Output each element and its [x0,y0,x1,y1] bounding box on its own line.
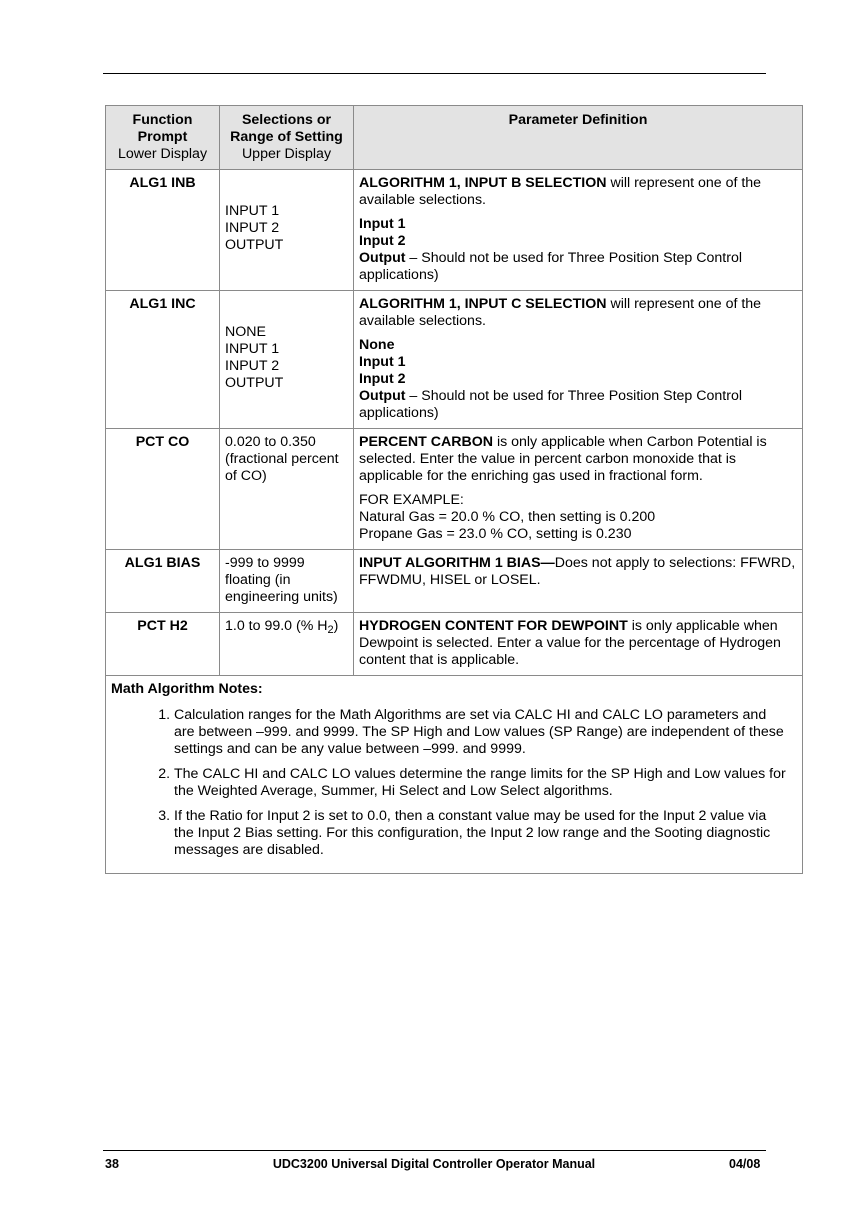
option-item [359,388,797,422]
example-block [359,492,797,543]
selection-cell [220,291,354,429]
selection-option: INPUT 2 [225,220,280,236]
prompt-cell: PCT CO [106,429,220,550]
option-item [359,216,797,233]
definition-body: will represent one of the available selections. [359,175,762,208]
option-name: Output [359,250,406,266]
table-row [106,550,803,613]
option-name: Input 2 [359,233,406,249]
revision-date: 04/08 [729,1157,761,1171]
option-name: Output [359,388,406,404]
definition-heading: INPUT ALGORITHM 1 BIAS— [359,555,555,571]
example-line: Natural Gas = 20.0 % CO, then setting is 0.200 [359,509,656,525]
option-list [359,337,797,422]
definition-cell [354,429,803,550]
range-cell [220,613,354,676]
table-header-row [106,106,803,170]
prompt-cell: ALG1 INC [106,291,220,429]
option-name: None [359,337,395,353]
header-prompt-sub: Lower Display [117,146,208,162]
footer-rule [103,1150,766,1151]
option-name: Input 2 [359,371,406,387]
selection-option: INPUT 1 [225,341,280,357]
option-note: – Should not be used for Three Position Step Control applications) [359,388,742,421]
definition-heading: PERCENT CARBON [359,434,493,450]
option-name: Input 1 [359,354,406,370]
range-text: 1.0 to 99.0 (% H [225,618,328,634]
header-prompt-title: Function Prompt [132,112,193,145]
list-item: 3. If the Ratio for Input 2 is set to 0.0, then a constant value may be used for the Input 2 value via the Input 2 Bias setting. For this configuration, the Input 2 low range and the Sooting diagnostic messages are disabled. [174,808,789,859]
option-item [359,233,797,250]
selection-option: INPUT 2 [225,358,280,374]
range-subscript: 2 [327,624,334,636]
selection-cell [220,170,354,291]
notes-title: Math Algorithm Notes: [111,681,263,697]
selection-option: OUTPUT [225,237,284,253]
range-cell: 0.020 to 0.350 (fractional percent of CO) [220,429,354,550]
definition-body: will represent one of the available selections. [359,296,762,329]
header-definition-title: Parameter Definition [508,112,648,128]
option-name: Input 1 [359,216,406,232]
definition-text [359,555,797,589]
definition-heading: HYDROGEN CONTENT FOR DEWPOINT [359,618,628,634]
definition-heading: ALGORITHM 1, INPUT B SELECTION [359,175,607,191]
prompt-cell: ALG1 BIAS [106,550,220,613]
list-item: 1. Calculation ranges for the Math Algorithms are set via CALC HI and CALC LO parameters and are between –999. and 9999. The SP High and Low values (SP Range) are independent of these settings and can be any value between –999. and 9999. [174,707,789,758]
selection-option: NONE [225,324,266,340]
header-selection-sub: Upper Display [241,146,332,162]
table-row [106,613,803,676]
definition-text [359,434,797,485]
range-text-end: ) [333,618,339,634]
list-item: 2. The CALC HI and CALC LO values determine the range limits for the SP High and Low values for the Weighted Average, Summer, Hi Select and Low Select algorithms. [174,766,789,800]
definition-cell [354,291,803,429]
option-list [359,216,797,284]
notes-list [111,707,797,859]
definition-cell [354,550,803,613]
column-header-prompt [106,106,220,170]
option-item [359,371,797,388]
page-number: 38 [105,1157,119,1171]
option-item [359,250,797,284]
column-header-definition [354,106,803,170]
column-header-selection [220,106,354,170]
selection-option: INPUT 1 [225,203,280,219]
table-row [106,291,803,429]
prompt-cell: PCT H2 [106,613,220,676]
definition-heading: ALGORITHM 1, INPUT C SELECTION [359,296,607,312]
prompt-cell: ALG1 INB [106,170,220,291]
definition-body: Does not apply to selections: FFWRD, FFWDMU, HISEL or LOSEL. [359,555,796,588]
manual-title: UDC3200 Universal Digital Controller Operator Manual [272,1157,596,1171]
range-cell: -999 to 9999 floating (in engineering units) [220,550,354,613]
example-line: Propane Gas = 23.0 % CO, setting is 0.230 [359,526,632,542]
option-item [359,337,797,354]
option-note: – Should not be used for Three Position Step Control applications) [359,250,742,283]
notes-cell [106,676,803,874]
definition-cell [354,613,803,676]
definition-text [359,618,797,669]
notes-row [106,676,803,874]
definition-cell [354,170,803,291]
table-row [106,170,803,291]
definition-text [359,175,797,209]
header-rule [103,73,766,74]
example-line: FOR EXAMPLE: [359,492,464,508]
table-row [106,429,803,550]
header-selection-title: Selections or Range of Setting [230,112,343,145]
definition-body: is only applicable when Dewpoint is selected. Enter a value for the percentage of Hydrogen content that is applicable. [359,618,781,668]
selection-option: OUTPUT [225,375,284,391]
option-item [359,354,797,371]
definition-body: is only applicable when Carbon Potential is selected. Enter the value in percent carbon monoxide that is applicable for the enriching gas used in fractional form. [359,434,767,484]
parameter-table [105,105,803,874]
definition-text [359,296,797,330]
